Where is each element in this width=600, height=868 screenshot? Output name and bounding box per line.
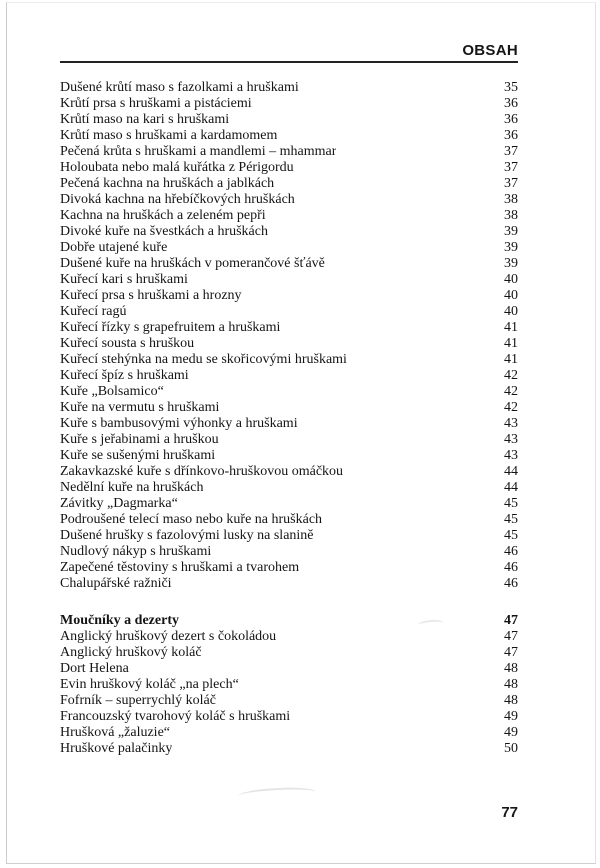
toc-entry-title: Krůtí maso na kari s hruškami: [60, 112, 230, 127]
toc-entry-title: Kuřecí prsa s hruškami a hrozny: [60, 288, 242, 303]
toc-entry-page-number: 46: [504, 560, 518, 575]
toc-entry-title: Francouzský tvarohový koláč s hruškami: [60, 709, 291, 724]
toc-entry-title: Anglický hruškový koláč: [60, 645, 202, 660]
toc-entry-title: Dort Helena: [60, 661, 129, 676]
toc-entry: [60, 496, 518, 512]
toc-entry-page-number: 42: [504, 368, 518, 383]
toc-entry: [60, 725, 518, 741]
toc-entry-title: Nedělní kuře na hruškách: [60, 480, 204, 495]
toc-entry-title: Divoké kuře na švestkách a hruškách: [60, 224, 268, 239]
toc-entry: [60, 352, 518, 368]
toc-section-heading: [60, 613, 518, 629]
toc-entry-page-number: 47: [504, 645, 518, 660]
toc-entry-page-number: 46: [504, 576, 518, 591]
toc-entry-page-number: 46: [504, 544, 518, 559]
toc-section-heading-page-number: 47: [504, 613, 518, 628]
toc-entry: [60, 240, 518, 256]
toc-entry-title: Dušené krůtí maso s fazolkami a hruškami: [60, 80, 299, 95]
toc-entry-title: Nudlový nákyp s hruškami: [60, 544, 212, 559]
toc-entry-title: Kuře „Bolsamico“: [60, 384, 164, 399]
toc-entry: [60, 645, 518, 661]
toc-entry-title: Kuře se sušenými hruškami: [60, 448, 216, 463]
toc-entry-page-number: 42: [504, 400, 518, 415]
header-rule: [60, 61, 518, 63]
toc-entry-title: Zakavkazské kuře s dřínkovo-hruškovou omáčkou: [60, 464, 344, 479]
toc-entry-title: Dobře utajené kuře: [60, 240, 168, 255]
toc-entry-title: Kuřecí stehýnka na medu se skořicovými hruškami: [60, 352, 347, 367]
toc-entry-title: Anglický hruškový dezert s čokoládou: [60, 629, 277, 644]
toc-entry-title: Dušené hrušky s fazolovými lusky na slanině: [60, 528, 314, 543]
toc-entry-page-number: 44: [504, 464, 518, 479]
toc-entry-title: Kuřecí ragú: [60, 304, 127, 319]
toc-entry-title: Divoká kachna na hřebíčkových hruškách: [60, 192, 295, 207]
toc-entry: [60, 480, 518, 496]
toc-entry-page-number: 39: [504, 240, 518, 255]
toc-entry-title: Kachna na hruškách a zeleném pepři: [60, 208, 266, 223]
toc-entry-page-number: 43: [504, 432, 518, 447]
toc-entry: [60, 677, 518, 693]
toc-entry: [60, 336, 518, 352]
toc-entry-title: Evin hruškový koláč „na plech“: [60, 677, 239, 692]
footer-page-number: 77: [501, 804, 518, 821]
toc-entry: [60, 112, 518, 128]
toc-entry: [60, 224, 518, 240]
toc-entry-page-number: 36: [504, 112, 518, 127]
page-title: OBSAH: [462, 42, 518, 59]
toc-entry-page-number: 38: [504, 192, 518, 207]
toc-entry-title: Holoubata nebo malá kuřátka z Périgordu: [60, 160, 294, 175]
toc-entry-page-number: 42: [504, 384, 518, 399]
toc-entry-title: Zapečené těstoviny s hruškami a tvarohem: [60, 560, 300, 575]
toc-entry-page-number: 36: [504, 96, 518, 111]
toc-entry: [60, 576, 518, 592]
toc-entry: [60, 512, 518, 528]
toc-entry: [60, 464, 518, 480]
toc-entry: [60, 709, 518, 725]
section-gap: [60, 592, 518, 613]
toc-entry-page-number: 40: [504, 288, 518, 303]
toc-entry-title: Podroušené telecí maso nebo kuře na hruškách: [60, 512, 323, 527]
toc-entry: [60, 629, 518, 645]
toc-entry-page-number: 44: [504, 480, 518, 495]
toc-entry-title: Krůtí maso s hruškami a kardamomem: [60, 128, 278, 143]
toc-entry-page-number: 47: [504, 629, 518, 644]
toc-entry-page-number: 37: [504, 144, 518, 159]
toc-entry-page-number: 50: [504, 741, 518, 756]
toc-entry: [60, 144, 518, 160]
toc-entry-title: Kuřecí řízky s grapefruitem a hruškami: [60, 320, 281, 335]
toc-entry-title: Fofrník – superrychlý koláč: [60, 693, 216, 708]
toc-entry: [60, 693, 518, 709]
toc-entry-title: Hrušková „žaluzie“: [60, 725, 170, 740]
toc-entry-page-number: 41: [504, 336, 518, 351]
toc-entry: [60, 160, 518, 176]
toc-entry: [60, 661, 518, 677]
toc-entry: [60, 272, 518, 288]
toc-entry: [60, 400, 518, 416]
toc-entry-page-number: 37: [504, 160, 518, 175]
toc-entry-page-number: 41: [504, 352, 518, 367]
toc-entry: [60, 384, 518, 400]
toc-entry: [60, 128, 518, 144]
toc-entry: [60, 96, 518, 112]
toc-entry: [60, 416, 518, 432]
toc-entry-page-number: 39: [504, 256, 518, 271]
toc-entry-title: Kuře s jeřabinami a hruškou: [60, 432, 219, 447]
toc-entry-page-number: 48: [504, 693, 518, 708]
toc-entry: [60, 448, 518, 464]
toc-entry-page-number: 35: [504, 80, 518, 95]
toc-entry-title: Pečená krůta s hruškami a mandlemi – mhammar: [60, 144, 337, 159]
toc-entry-page-number: 48: [504, 661, 518, 676]
toc-entry-title: Kuře s bambusovými výhonky a hruškami: [60, 416, 298, 431]
toc-entry: [60, 176, 518, 192]
toc-entry-page-number: 45: [504, 496, 518, 511]
toc-entry-title: Kuřecí sousta s hruškou: [60, 336, 195, 351]
toc-entry-title: Závitky „Dagmarka“: [60, 496, 178, 511]
toc-entry: [60, 368, 518, 384]
scan-smudge: [238, 786, 317, 802]
toc-entry: [60, 320, 518, 336]
toc-entry: [60, 544, 518, 560]
toc-entry-page-number: 45: [504, 512, 518, 527]
toc-list: [60, 80, 518, 757]
toc-entry-title: Pečená kachna na hruškách a jablkách: [60, 176, 275, 191]
toc-entry-page-number: 36: [504, 128, 518, 143]
toc-entry-title: Kuřecí špíz s hruškami: [60, 368, 189, 383]
toc-entry-page-number: 41: [504, 320, 518, 335]
toc-entry-title: Dušené kuře na hruškách v pomerančové šťávě: [60, 256, 325, 271]
toc-entry: [60, 208, 518, 224]
page-content: [60, 0, 518, 757]
toc-entry: [60, 304, 518, 320]
toc-entry: [60, 288, 518, 304]
toc-entry: [60, 741, 518, 757]
toc-entry-title: Kuřecí kari s hruškami: [60, 272, 188, 287]
toc-section-heading-title: Moučníky a dezerty: [60, 613, 179, 628]
toc-entry-page-number: 39: [504, 224, 518, 239]
toc-entry-page-number: 49: [504, 725, 518, 740]
toc-entry-page-number: 40: [504, 272, 518, 287]
toc-entry: [60, 256, 518, 272]
toc-entry: [60, 528, 518, 544]
toc-entry: [60, 192, 518, 208]
toc-entry-page-number: 45: [504, 528, 518, 543]
toc-entry-title: Krůtí prsa s hruškami a pistáciemi: [60, 96, 252, 111]
toc-entry: [60, 80, 518, 96]
toc-entry-page-number: 43: [504, 416, 518, 431]
toc-entry-page-number: 38: [504, 208, 518, 223]
toc-entry-title: Hruškové palačinky: [60, 741, 173, 756]
toc-entry-title: Kuře na vermutu s hruškami: [60, 400, 220, 415]
toc-entry-page-number: 43: [504, 448, 518, 463]
toc-entry-page-number: 48: [504, 677, 518, 692]
toc-entry: [60, 560, 518, 576]
toc-entry-title: Chalupářské ražniči: [60, 576, 172, 591]
toc-entry-page-number: 40: [504, 304, 518, 319]
toc-entry-page-number: 49: [504, 709, 518, 724]
toc-entry-page-number: 37: [504, 176, 518, 191]
toc-entry: [60, 432, 518, 448]
